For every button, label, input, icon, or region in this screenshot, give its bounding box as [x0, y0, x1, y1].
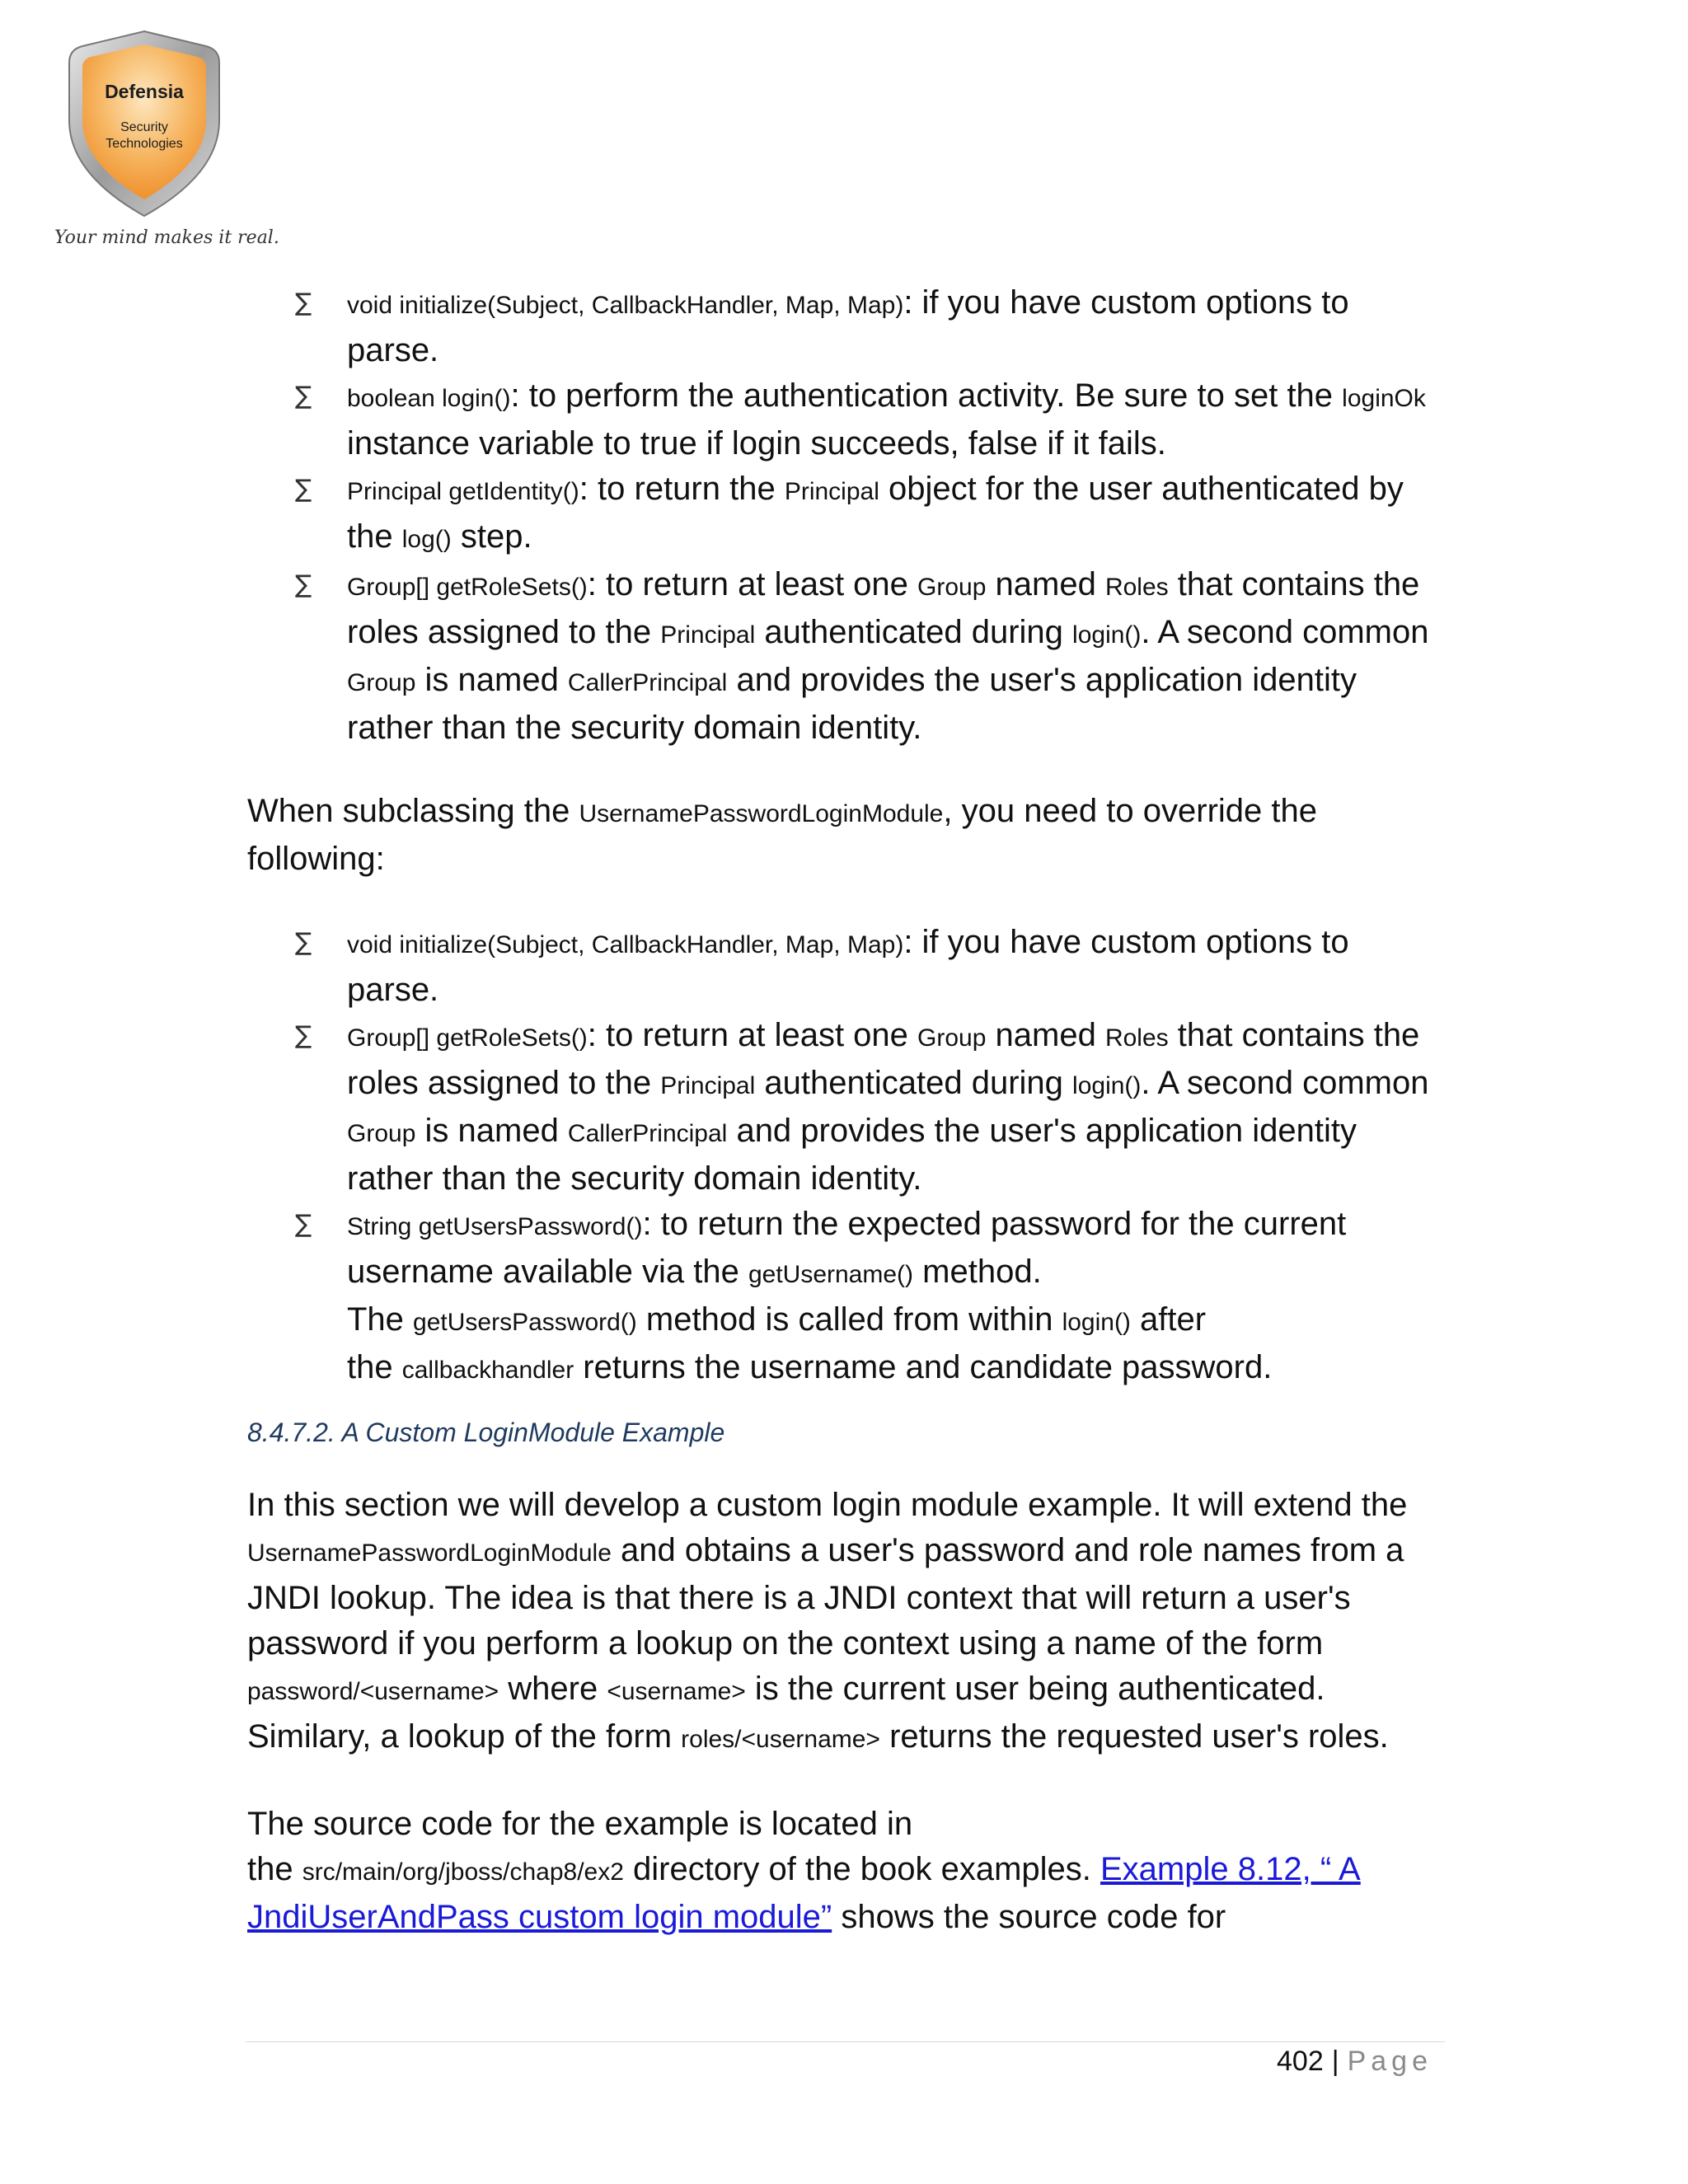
item-text: named	[986, 1017, 1105, 1053]
code-text: <username>	[607, 1678, 746, 1705]
code-text: Group[] getRoleSets()	[347, 574, 588, 601]
code-text: src/main/org/jboss/chap8/ex2	[302, 1858, 624, 1886]
item-text: object for the user authenticated by the	[347, 471, 1404, 555]
example-paragraph	[247, 1483, 1442, 1762]
item-text: . A second common	[1141, 614, 1429, 650]
para-text: directory of the book examples.	[623, 1851, 1100, 1887]
item-text: method is called from within	[636, 1301, 1062, 1338]
page-separator: |	[1331, 2046, 1339, 2077]
code-text: Principal	[660, 1072, 756, 1099]
item-text: step.	[451, 518, 532, 555]
code-text: void initialize(Subject, CallbackHandler, Map, Map)	[347, 931, 904, 958]
example-link[interactable]: Example 8.12, “ A JndiUserAndPass custom login module”	[247, 1851, 1361, 1935]
item-text: : to perform the authentication activity. Be sure to set the	[510, 377, 1343, 414]
list-item	[247, 1013, 1442, 1202]
code-text: CallerPrincipal	[567, 1120, 728, 1147]
code-text: Group	[917, 574, 987, 601]
sigma-bullet-icon: ∑	[295, 288, 312, 317]
source-code-paragraph	[247, 1802, 1442, 1940]
item-text: . A second common	[1141, 1065, 1429, 1101]
code-text: Principal getIdentity()	[347, 478, 579, 505]
item-text: : to return the expected password for the current username available via the	[347, 1206, 1347, 1290]
list-item	[247, 1202, 1442, 1393]
page-number-value: 402	[1277, 2046, 1324, 2077]
code-text: void initialize(Subject, CallbackHandler, Map, Map)	[347, 292, 904, 319]
code-text: Group[] getRoleSets()	[347, 1024, 588, 1052]
logo-subtitle-line-1: Security	[120, 120, 168, 134]
sigma-bullet-icon: ∑	[295, 928, 312, 957]
method-list-1	[247, 280, 1442, 751]
code-text: loginOk	[1342, 385, 1426, 412]
item-text: : if you have custom options to parse.	[347, 924, 1349, 1008]
item-text: : to return the	[579, 471, 785, 507]
sigma-bullet-icon: ∑	[295, 1021, 312, 1050]
code-text: Principal	[660, 621, 756, 649]
code-text: Principal	[784, 478, 879, 505]
item-text: after	[1130, 1301, 1207, 1338]
code-text: CallerPrincipal	[567, 669, 728, 696]
item-text: : to return at least one	[587, 1017, 918, 1053]
code-text: Roles	[1104, 1024, 1169, 1052]
code-text: Group	[917, 1024, 987, 1052]
page-number	[1277, 2046, 1432, 2078]
code-text: log()	[401, 526, 452, 553]
method-list-2	[247, 920, 1442, 1393]
company-logo	[54, 30, 279, 252]
code-text: callbackhandler	[401, 1357, 574, 1384]
code-text: Roles	[1104, 574, 1169, 601]
item-text: that contains the roles assigned to the	[347, 566, 1420, 650]
item-text: The	[347, 1301, 414, 1338]
para-text: , you need to override the following:	[247, 793, 1317, 877]
logo-tagline: Your mind makes it real.	[54, 227, 279, 248]
para-text: is the current user being authenticated. Similary, a lookup of the form	[247, 1671, 1325, 1755]
list-item	[247, 920, 1442, 1013]
footer-divider	[246, 2041, 1445, 2042]
subclass-paragraph	[247, 789, 1442, 882]
code-text: login()	[1072, 621, 1142, 649]
code-text: UsernamePasswordLoginModule	[579, 800, 944, 827]
item-text: : if you have custom options to parse.	[347, 284, 1349, 368]
item-text: named	[986, 566, 1105, 602]
code-text: Group	[347, 1120, 416, 1147]
sigma-bullet-icon: ∑	[295, 570, 312, 599]
sigma-bullet-icon: ∑	[295, 382, 312, 410]
logo-name: Defensia	[105, 81, 184, 102]
code-text: Group	[347, 669, 416, 696]
code-text: roles/<username>	[681, 1726, 880, 1753]
item-text: is named	[415, 662, 568, 698]
list-item	[247, 280, 1442, 373]
list-item	[247, 562, 1442, 751]
code-text: login()	[1062, 1309, 1131, 1336]
item-text: that contains the roles assigned to the	[347, 1017, 1420, 1101]
sigma-bullet-icon: ∑	[295, 475, 312, 504]
code-text: password/<username>	[247, 1678, 499, 1705]
section-heading: 8.4.7.2. A Custom LoginModule Example	[247, 1418, 725, 1447]
item-text: the	[347, 1349, 402, 1385]
item-text: returns the username and candidate password.	[574, 1349, 1273, 1385]
sigma-bullet-icon: ∑	[295, 1210, 312, 1239]
code-text: login()	[1072, 1072, 1142, 1099]
page-content	[247, 280, 1442, 1940]
list-item	[247, 373, 1442, 466]
code-text: getUsername()	[748, 1261, 914, 1288]
code-text: boolean login()	[347, 385, 511, 412]
list-item	[247, 466, 1442, 562]
para-text: and obtains a user's password and role names from a JNDI lookup. The idea is that there is a JNDI context that will return a user's password if you perform a lookup on the context using a name of the form	[247, 1532, 1404, 1661]
item-text: authenticated during	[755, 614, 1073, 650]
logo-subtitle-line-2: Technologies	[106, 137, 183, 151]
page-label: Page	[1347, 2046, 1432, 2077]
item-text: instance variable to true if login succeeds, false if it fails.	[347, 425, 1166, 462]
item-text: and provides the user's application identity rather than the security domain identity.	[347, 1113, 1357, 1197]
item-text: method.	[913, 1254, 1042, 1290]
para-text: In this section we will develop a custom login module example. It will extend the	[247, 1487, 1408, 1523]
para-text: shows the source code for	[832, 1899, 1226, 1935]
code-text: String getUsersPassword()	[347, 1213, 643, 1240]
item-text: authenticated during	[755, 1065, 1073, 1101]
para-text: returns the requested user's roles.	[879, 1718, 1389, 1755]
code-text: getUsersPassword()	[413, 1309, 637, 1336]
item-text: and provides the user's application identity rather than the security domain identity.	[347, 662, 1357, 746]
item-text: is named	[415, 1113, 568, 1149]
item-text: : to return at least one	[587, 566, 918, 602]
code-text: UsernamePasswordLoginModule	[247, 1540, 612, 1567]
para-text: the	[247, 1851, 302, 1887]
para-text: The source code for the example is located in	[247, 1806, 913, 1842]
para-text: where	[499, 1671, 607, 1707]
para-text: When subclassing the	[247, 793, 579, 829]
